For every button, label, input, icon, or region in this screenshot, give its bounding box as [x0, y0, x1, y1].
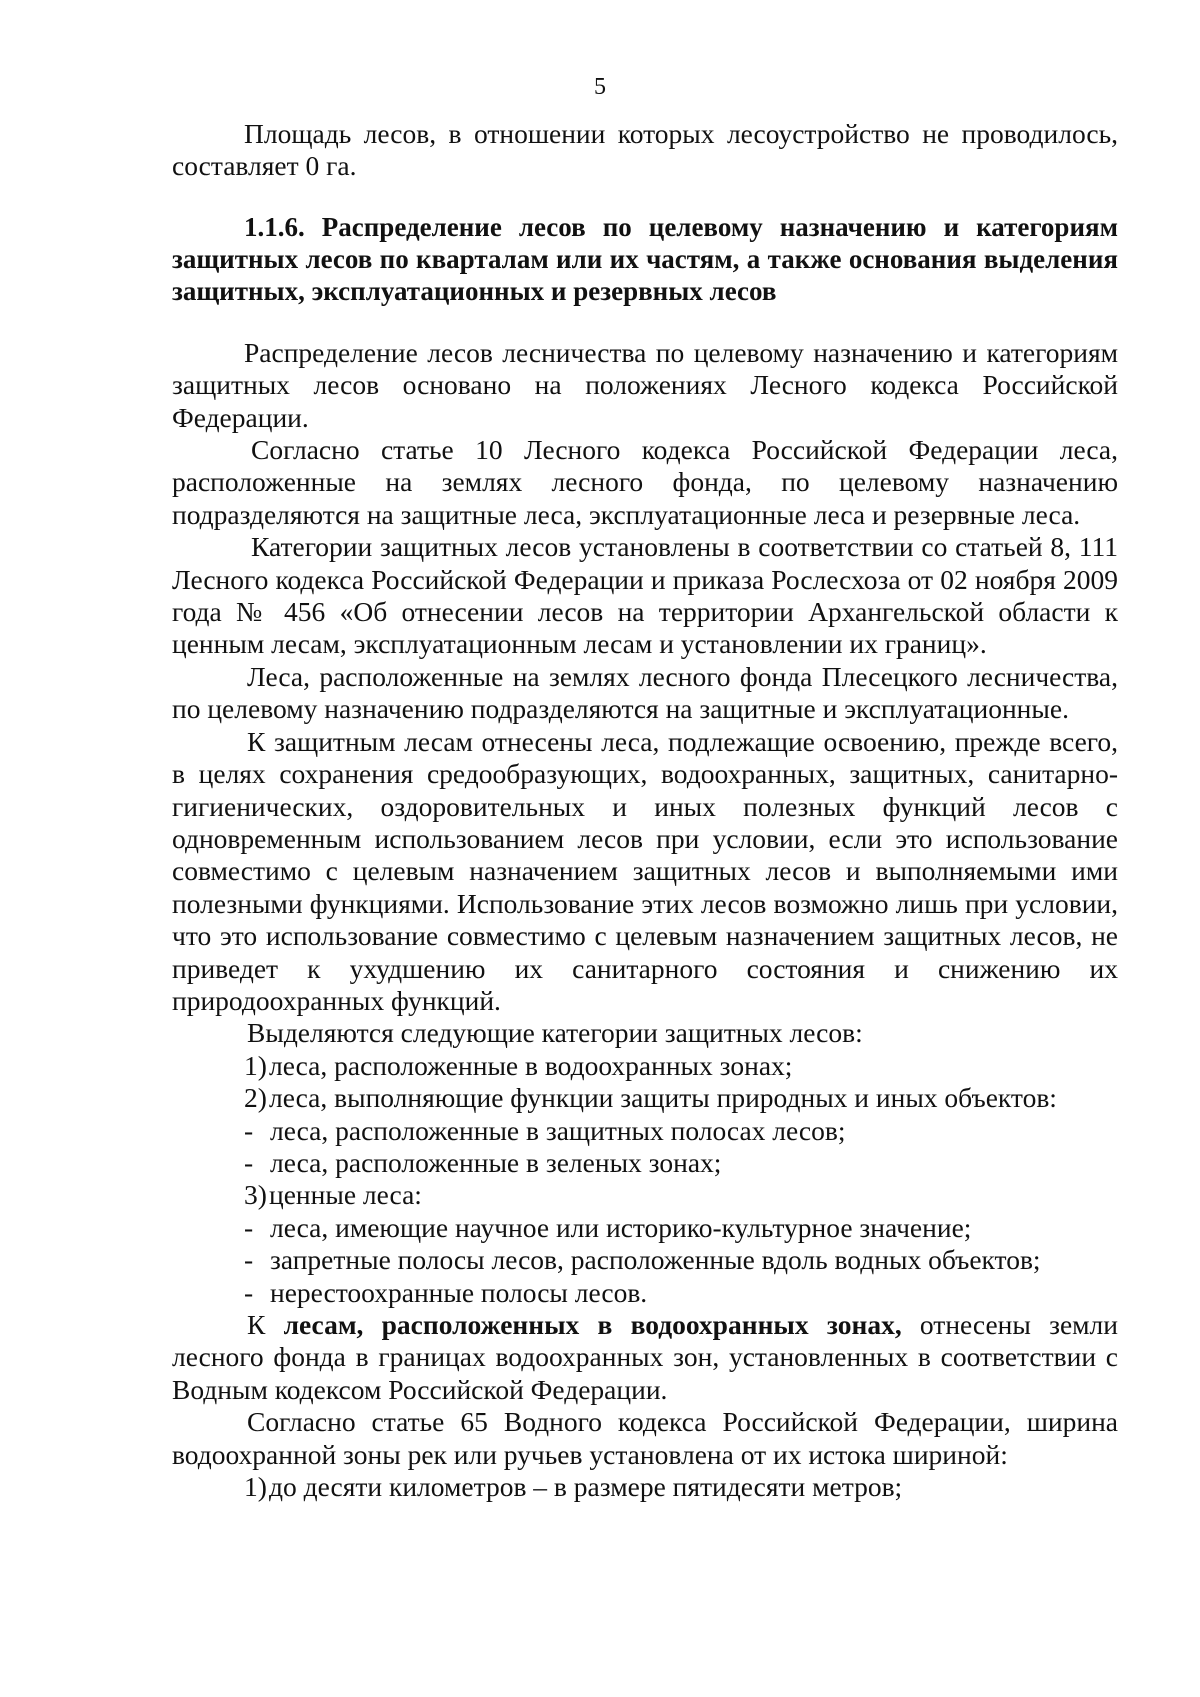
paragraph-categories-intro: Выделяются следующие категории защитных лесов:: [247, 1017, 863, 1049]
paragraph-article-65: Согласно статье 65 Водного кодекса Российской Федерации, ширина водоохранной зоны рек или ручьев установлена от их истока шириной:: [172, 1406, 1118, 1470]
list-item: 1)до десяти километров – в размере пятидесяти метров;: [244, 1471, 903, 1503]
paragraph-article-10: Согласно статье 10 Лесного кодекса Российской Федерации леса, расположенные на землях лесного фонда, по целевому назначению подразделяются на защитные леса, эксплуатационные леса и резервные леса.: [172, 434, 1118, 530]
paragraph-water-protection-zones: К лесам, расположенных в водоохранных зонах, отнесены земли лесного фонда в границах водоохранных зон, установленных в соответствии с Водным кодексом Российской Федерации.: [172, 1309, 1118, 1405]
list-item: - леса, имеющие научное или историко-культурное значение;: [244, 1211, 972, 1243]
paragraph-plesetsk-forests: Леса, расположенные на землях лесного фонда Плесецкого лесничества, по целевому назначению подразделяются на защитные и эксплуатационные.: [172, 660, 1118, 725]
paragraph-protective-forests: К защитным лесам отнесены леса, подлежащие освоению, прежде всего, в целях сохранения средообразующих, водоохранных, защитных, санитарно-гигиенических, оздоровительных и иных полезных функций лесов с одновременным использованием лесов при условии, если это использование совместимо с целевым назначением защитных лесов и выполняемыми ими полезными функциями. Использование этих лесов возможно лишь при условии, что это использование совместимо с целевым назначением защитных лесов, не приведет к ухудшению их санитарного состояния и снижению их природоохранных функций.: [172, 725, 1118, 1016]
page-content: [172, 118, 1118, 1503]
section-heading: 1.1.6. Распределение лесов по целевому назначению и категориям защитных лесов по кварталам или их частям, а также основания выделения защитных, эксплуатационных и резервных лесов: [172, 211, 1118, 306]
list-item: - нерестоохранные полосы лесов.: [244, 1276, 648, 1308]
paragraph-area: Площадь лесов, в отношении которых лесоустройство не проводилось, составляет 0 га.: [172, 118, 1118, 182]
paragraph-categories: Категории защитных лесов установлены в соответствии со статьей 8, 111 Лесного кодекса Российской Федерации и приказа Рослесхоза от 02 ноября 2009 года № 456 «Об отнесении лесов на территории Архангельской области к ценным лесам, эксплуатационным лесам и установлении их границ».: [172, 531, 1118, 660]
list-item: - запретные полосы лесов, расположенные вдоль водных объектов;: [244, 1244, 1041, 1276]
paragraph-distribution: Распределение лесов лесничества по целевому назначению и категориям защитных лесов основано на положениях Лесного кодекса Российской Федерации.: [172, 336, 1118, 433]
heading-spacer: [172, 307, 1118, 337]
page-number: 5: [594, 74, 606, 100]
list-item: - леса, расположенные в защитных полосах лесов;: [244, 1114, 846, 1146]
list-item: 2)леса, выполняющие функции защиты природных и иных объектов:: [244, 1082, 1057, 1114]
list-item: - леса, расположенные в зеленых зонах;: [244, 1146, 722, 1178]
list-item: 1)леса, расположенные в водоохранных зонах;: [244, 1049, 793, 1081]
bold-emphasis: лесам, расположенных в водоохранных зонах,: [283, 1309, 902, 1340]
list-item: 3)ценные леса:: [244, 1179, 422, 1211]
